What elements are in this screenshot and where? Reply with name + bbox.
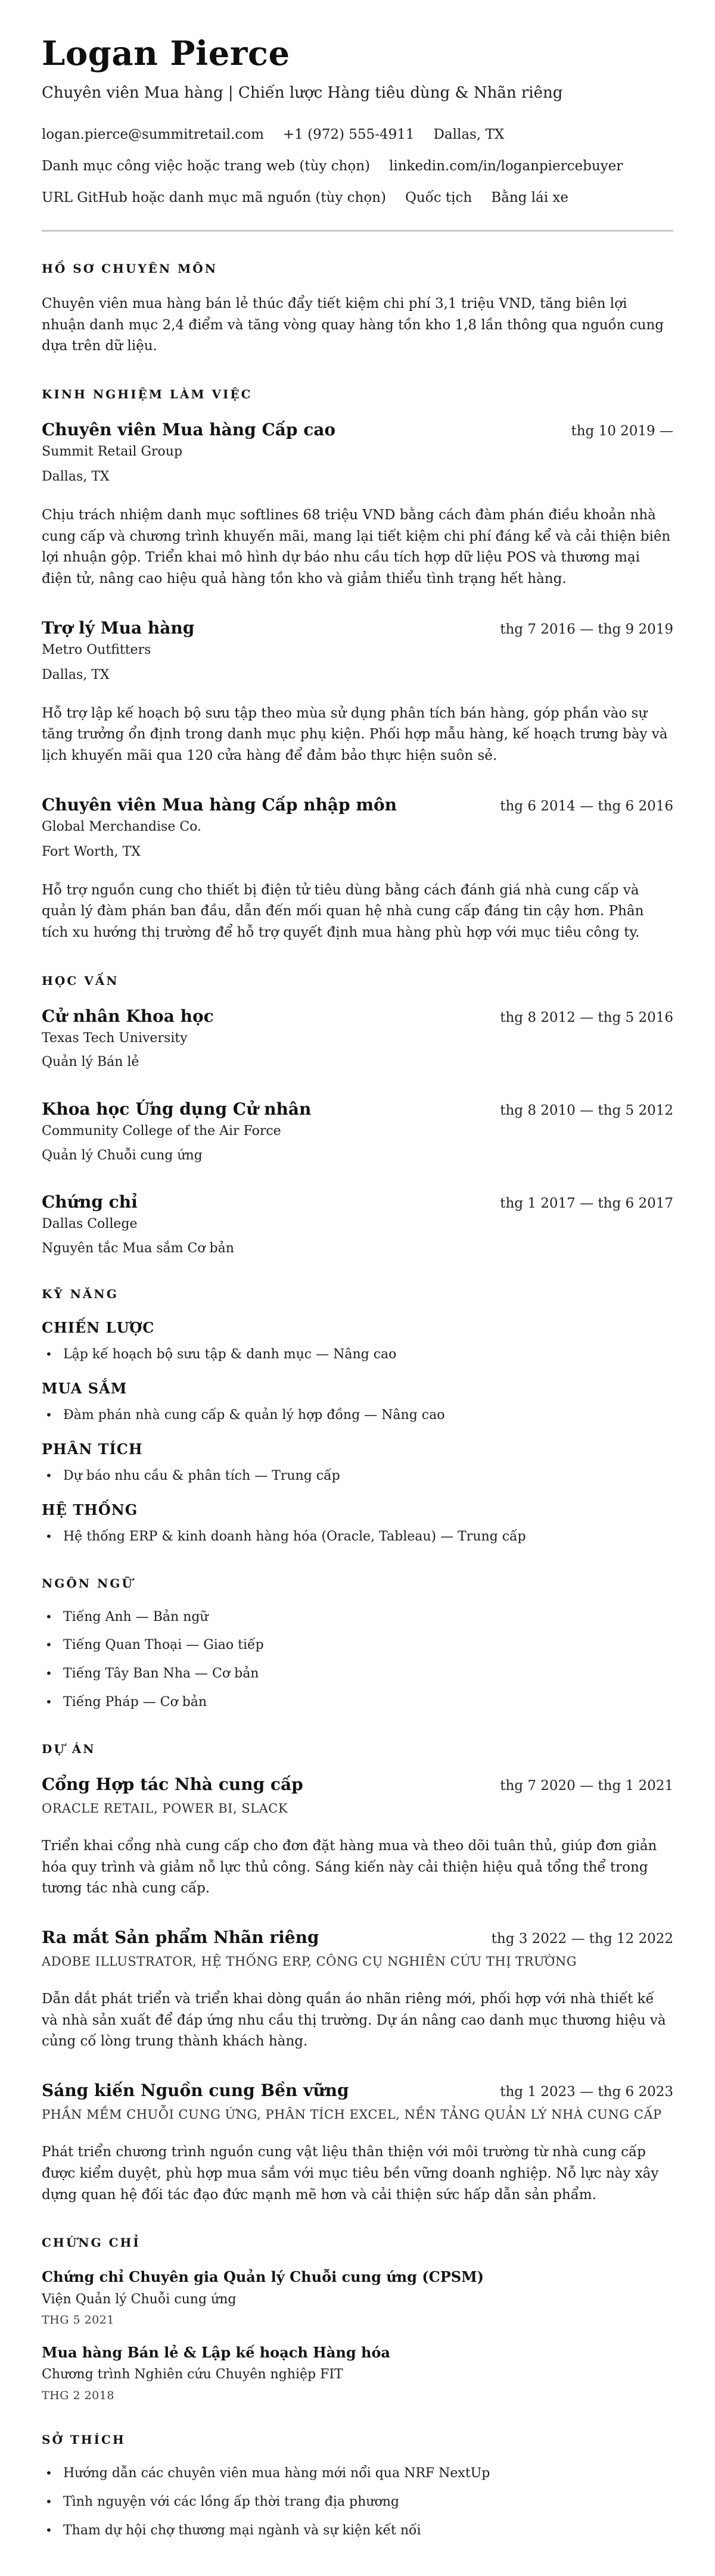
certification-entry	[42, 2343, 673, 2403]
project-entry-head	[42, 1774, 673, 1795]
email-text: logan.pierce@summitretail.com	[42, 127, 264, 143]
project-title: Ra mắt Sản phẩm Nhãn riêng	[42, 1927, 319, 1947]
section-interests	[42, 2432, 673, 2540]
project-entry	[42, 2080, 673, 2206]
job-entry	[42, 794, 673, 944]
skill-group	[42, 1501, 673, 1546]
job-dates: thg 6 2014 — thg 6 2016	[500, 798, 673, 814]
person-name: Logan Pierce	[42, 34, 290, 73]
phone-text: +1 (972) 555-4911	[282, 127, 415, 143]
job-title: Chuyên viên Mua hàng Cấp cao	[42, 419, 336, 439]
project-description: Phát triển chương trình nguồn cung vật liệu thân thiện với môi trường từ nhà cung cấp được kiểm duyệt, phù hợp mua sắm với mục tiêu bền vững doanh nghiệp. Nỗ lực này xây dựng quan hệ đối tác đạo đức mạnh mẽ hơn và cải thiện sức hấp dẫn sản phẩm.	[42, 2144, 659, 2203]
degree-title: Cử nhân Khoa học	[42, 1006, 214, 1026]
languages-heading: NGÔN NGỮ	[42, 1576, 134, 1590]
field-of-study: Nguyên tắc Mua sắm Cơ bản	[42, 1240, 234, 1256]
education-entry	[42, 1099, 673, 1164]
section-profile	[42, 261, 673, 357]
job-location: Dallas, TX	[42, 469, 110, 485]
section-projects	[42, 1742, 673, 2206]
certification-name: Chứng chỉ Chuyên gia Quản lý Chuỗi cung ứng (CPSM)	[42, 2268, 484, 2286]
job-description: Hỗ trợ nguồn cung cho thiết bị điện tử tiêu dùng bằng cách đánh giá nhà cung cấp và quản lý đàm phán ban đầu, dẫn đến mối quan hệ nhà cung cấp đáng tin cậy hơn. Phân tích xu hướng thị trường để hỗ trợ quyết định mua hàng phù hợp với mục tiêu công ty.	[42, 882, 644, 941]
job-dates: thg 10 2019 —	[571, 423, 673, 439]
resume-header	[42, 35, 673, 207]
language-item: • Tiếng Tây Ban Nha — Cơ bản	[42, 1665, 673, 1683]
project-description: Triển khai cổng nhà cung cấp cho đơn đặt hàng mua và theo dõi tuân thủ, giúp đơn giản hóa quy trình và giảm nỗ lực thủ công. Sáng kiến này cải thiện hiệu quả tổng thể trong tương tác nhà cung cấp.	[42, 1838, 657, 1897]
field-of-study: Quản lý Bán lẻ	[42, 1055, 139, 1070]
certifications-heading: CHỨNG CHỈ	[42, 2235, 141, 2250]
degree-title: Khoa học Ứng dụng Cử nhân	[42, 1099, 312, 1119]
degree-title: Chứng chỉ	[42, 1192, 138, 1212]
contact-row-1	[42, 126, 673, 144]
certification-issuer: Chương trình Nghiên cứu Chuyên nghiệp FIT	[42, 2367, 343, 2382]
job-entry-head	[42, 419, 673, 440]
school-name: Dallas College	[42, 1217, 138, 1232]
job-title: Chuyên viên Mua hàng Cấp nhập môn	[42, 794, 397, 815]
skill-category: MUA SẮM	[42, 1380, 128, 1398]
github-placeholder-text: URL GitHub hoặc danh mục mã nguồn (tùy chọn)	[42, 189, 386, 205]
job-entry	[42, 618, 673, 767]
section-experience	[42, 387, 673, 944]
portfolio-placeholder-text: Danh mục công việc hoặc trang web (tùy chọn)	[42, 158, 370, 174]
skill-group	[42, 1380, 673, 1425]
linkedin-text: linkedin.com/in/loganpiercebuyer	[389, 158, 623, 174]
school-name: Texas Tech University	[42, 1030, 188, 1046]
interest-item: • Hướng dẫn các chuyên viên mua hàng mới nổi qua NRF NextUp	[42, 2465, 673, 2483]
skill-list	[42, 1467, 673, 1486]
field-of-study: Quản lý Chuỗi cung ứng	[42, 1147, 203, 1163]
education-dates: thg 8 2010 — thg 5 2012	[500, 1102, 673, 1118]
certification-entry	[42, 2268, 673, 2327]
profile-summary: Chuyên viên mua hàng bán lẻ thúc đẩy tiết kiệm chi phí 3,1 triệu VND, tăng biên lợi nhuận danh mục 2,4 điểm và tăng vòng quay hàng tồn kho 1,8 lần thông qua nguồn cung dựa trên dữ liệu.	[42, 295, 664, 354]
language-item: • Tiếng Pháp — Cơ bản	[42, 1694, 673, 1712]
education-entry-head	[42, 1099, 673, 1119]
skill-item: • Đàm phán nhà cung cấp & quản lý hợp đồng — Nâng cao	[42, 1406, 673, 1425]
profile-heading: HỒ SƠ CHUYÊN MÔN	[42, 261, 217, 276]
job-entry	[42, 419, 673, 590]
interest-item: • Tham dự hội chợ thương mại ngành và sự kiện kết nối	[42, 2522, 673, 2540]
education-dates: thg 1 2017 — thg 6 2017	[500, 1196, 673, 1212]
projects-heading: DỰ ÁN	[42, 1741, 96, 1756]
interests-heading: SỞ THÍCH	[42, 2432, 126, 2447]
education-dates: thg 8 2012 — thg 5 2016	[500, 1009, 673, 1025]
project-entry-head	[42, 2080, 673, 2101]
skill-item: • Lập kế hoạch bộ sưu tập & danh mục — Nâng cao	[42, 1346, 673, 1364]
project-title: Cổng Hợp tác Nhà cung cấp	[42, 1774, 303, 1794]
job-description: Hỗ trợ lập kế hoạch bộ sưu tập theo mùa sử dụng phân tích bán hàng, góp phần vào sự tăng trưởng ổn định trong danh mục phụ kiện. Phối hợp mẫu hàng, kế hoạch trưng bày và lịch khuyến mãi qua 120 cửa hàng để đảm bảo thực hiện suôn sẻ.	[42, 705, 668, 763]
certification-name: Mua hàng Bán lẻ & Lập kế hoạch Hàng hóa	[42, 2343, 390, 2361]
job-dates: thg 7 2016 — thg 9 2019	[500, 621, 673, 637]
skills-heading: KỸ NĂNG	[42, 1287, 119, 1302]
section-languages	[42, 1576, 673, 1712]
skill-group	[42, 1319, 673, 1364]
job-description: Chịu trách nhiệm danh mục softlines 68 triệu VND bằng cách đàm phán điều khoản nhà cung cấp và chương trình khuyến mãi, mang lại tiết kiệm chi phí đáng kể và cải thiện biên lợi nhuận gộp. Triển khai mô hình dự báo nhu cầu tích hợp dữ liệu POS và thương mại điện tử, nâng cao hiệu quả hàng tồn kho và giảm thiểu tình trạng hết hàng.	[42, 507, 671, 587]
project-dates: thg 7 2020 — thg 1 2021	[500, 1777, 673, 1794]
interest-list	[42, 2465, 673, 2540]
job-entry-head	[42, 618, 673, 638]
job-entry-head	[42, 794, 673, 815]
education-heading: HỌC VẤN	[42, 973, 119, 988]
project-tech: ORACLE RETAIL, POWER BI, SLACK	[42, 1801, 288, 1816]
skill-item: • Dự báo nhu cầu & phân tích — Trung cấp	[42, 1467, 673, 1486]
job-location: Dallas, TX	[42, 668, 110, 683]
skill-list	[42, 1406, 673, 1425]
skill-list	[42, 1346, 673, 1364]
project-tech: ADOBE ILLUSTRATOR, HỆ THỐNG ERP, CÔNG CỤ NGHIÊN CỨU THỊ TRƯỜNG	[42, 1954, 577, 1969]
job-location: Fort Worth, TX	[42, 844, 141, 860]
project-entry-head	[42, 1927, 673, 1948]
language-item: • Tiếng Quan Thoại — Giao tiếp	[42, 1636, 673, 1655]
education-entry	[42, 1006, 673, 1071]
nationality-placeholder-text: Quốc tịch	[405, 189, 472, 205]
skill-category: PHÂN TÍCH	[42, 1440, 143, 1458]
section-skills	[42, 1287, 673, 1546]
certification-date: THG 2 2018	[42, 2388, 114, 2402]
contact-row-3	[42, 189, 673, 207]
school-name: Community College of the Air Force	[42, 1123, 281, 1139]
language-list	[42, 1608, 673, 1712]
skill-category: CHIẾN LƯỢC	[42, 1319, 155, 1337]
job-company: Global Merchandise Co.	[42, 819, 202, 834]
project-dates: thg 1 2023 — thg 6 2023	[500, 2084, 673, 2100]
project-description: Dẫn dắt phát triển và triển khai dòng quần áo nhãn riêng mới, phối hợp với nhà thiết kế và nhà sản xuất để đáp ứng nhu cầu thị trường. Dự án nâng cao danh mục thương hiệu và củng cố lòng trung thành khách hàng.	[42, 1991, 666, 2050]
job-title: Trợ lý Mua hàng	[42, 618, 195, 638]
skill-group	[42, 1440, 673, 1486]
education-entry	[42, 1192, 673, 1257]
education-entry-head	[42, 1192, 673, 1212]
job-company: Metro Outfitters	[42, 642, 151, 657]
headline: Chuyên viên Mua hàng | Chiến lược Hàng tiêu dùng & Nhãn riêng	[42, 84, 563, 102]
project-entry	[42, 1774, 673, 1900]
job-company: Summit Retail Group	[42, 444, 183, 459]
skill-list	[42, 1528, 673, 1546]
project-dates: thg 3 2022 — thg 12 2022	[491, 1931, 673, 1947]
skill-category: HỆ THỐNG	[42, 1501, 138, 1518]
interest-item: • Tình nguyện với các lồng ấp thời trang địa phương	[42, 2493, 673, 2512]
driving-license-placeholder-text: Bằng lái xe	[491, 189, 568, 205]
header-divider	[42, 230, 673, 232]
education-entry-head	[42, 1006, 673, 1027]
project-tech: PHẦN MỀM CHUỖI CUNG ỨNG, PHÂN TÍCH EXCEL, NỀN TẢNG QUẢN LÝ NHÀ CUNG CẤP	[42, 2107, 662, 2122]
location-text: Dallas, TX	[433, 127, 505, 143]
skill-item: • Hệ thống ERP & kinh doanh hàng hóa (Oracle, Tableau) — Trung cấp	[42, 1528, 673, 1546]
section-education	[42, 974, 673, 1258]
section-certifications	[42, 2235, 673, 2403]
language-item: • Tiếng Anh — Bản ngữ	[42, 1608, 673, 1627]
experience-heading: KINH NGHIỆM LÀM VIỆC	[42, 386, 253, 401]
project-entry	[42, 1927, 673, 2053]
certification-date: THG 5 2021	[42, 2313, 114, 2327]
contact-row-2	[42, 158, 673, 176]
project-title: Sáng kiến Nguồn cung Bền vững	[42, 2081, 349, 2101]
certification-issuer: Viện Quản lý Chuỗi cung ứng	[42, 2291, 237, 2307]
